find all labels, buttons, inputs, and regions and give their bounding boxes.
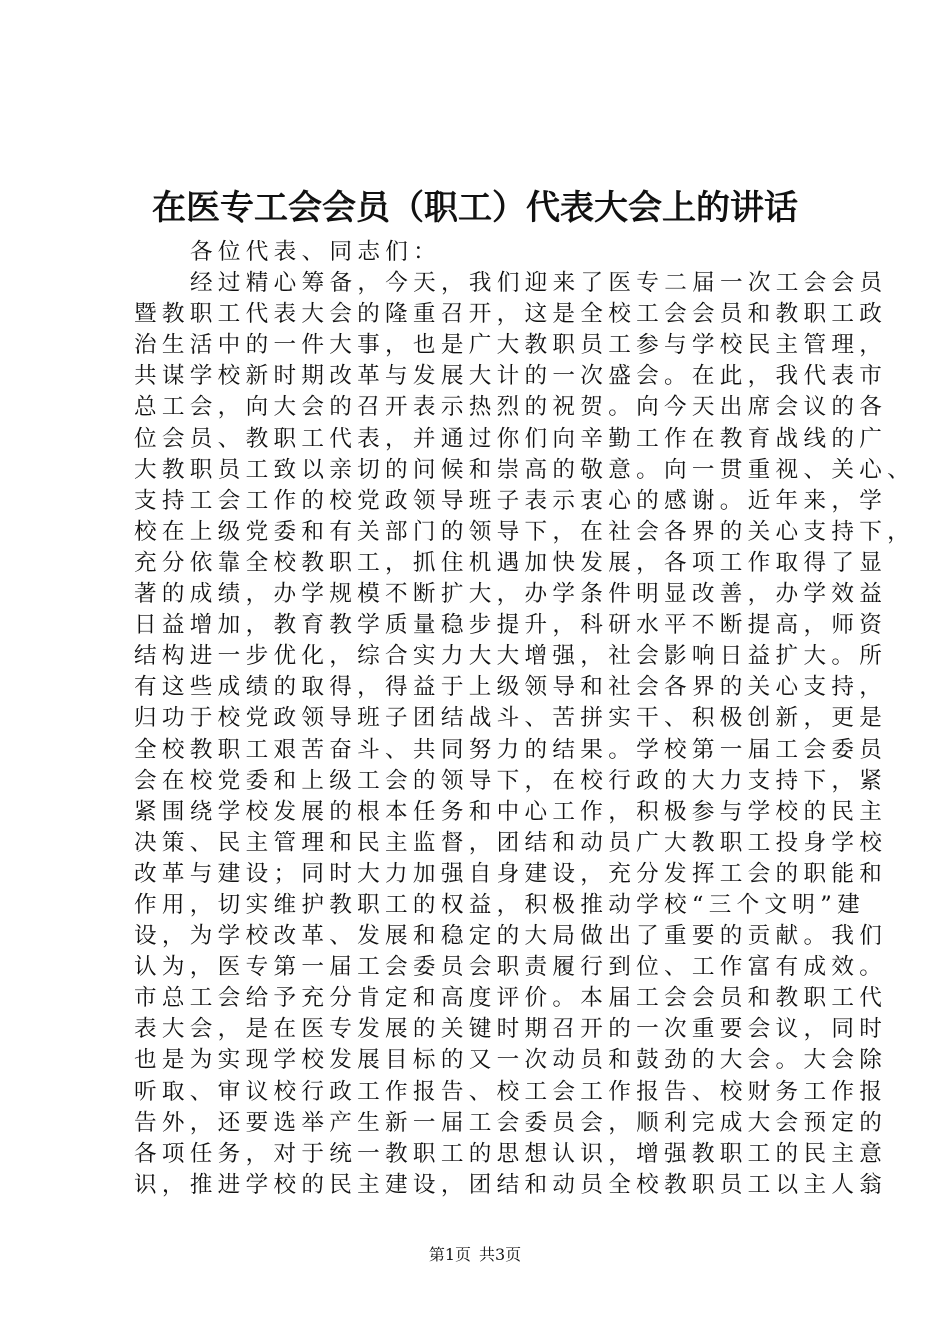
document-title: 在医专工会会员（职工）代表大会上的讲话 <box>152 188 798 228</box>
paragraph-line: 听取、审议校行政工作报告、校工会工作报告、校财务工作报 <box>134 1078 888 1105</box>
paragraph-line: 全校教职工艰苦奋斗、共同努力的结果。学校第一届工会委员 <box>134 736 888 763</box>
paragraph-line: 改革与建设；同时大力加强自身建设，充分发挥工会的职能和 <box>134 860 888 887</box>
paragraph-line: 位会员、教职工代表，并通过你们向辛勤工作在教育战线的广 <box>134 425 888 452</box>
page-total: 共3页 <box>479 1245 522 1264</box>
paragraph-line: 作用，切实维护教职工的权益，积极推动学校“三个文明”建 <box>134 891 866 918</box>
paragraph-line: 总工会，向大会的召开表示热烈的祝贺。向今天出席会议的各 <box>134 394 888 421</box>
paragraph-line: 也是为实现学校发展目标的又一次动员和鼓劲的大会。大会除 <box>134 1047 888 1074</box>
page-footer <box>0 1244 950 1266</box>
paragraph-line: 治生活中的一件大事，也是广大教职员工参与学校民主管理， <box>134 332 888 359</box>
paragraph-line: 支持工会工作的校党政领导班子表示衷心的感谢。近年来，学 <box>134 487 888 514</box>
paragraph-line: 各项任务，对于统一教职工的思想认识，增强教职工的民主意 <box>134 1140 888 1167</box>
document-body <box>134 237 916 1201</box>
paragraph-line: 充分依靠全校教职工，抓住机遇加快发展，各项工作取得了显 <box>134 549 888 576</box>
greeting-line: 各位代表、同志们： <box>190 239 442 265</box>
paragraph-line: 识，推进学校的民主建设，团结和动员全校教职员工以主人翁 <box>134 1171 888 1198</box>
paragraph-line: 设，为学校改革、发展和稳定的大局做出了重要的贡献。我们 <box>134 923 888 950</box>
paragraph-line: 校在上级党委和有关部门的领导下，在社会各界的关心支持下， <box>134 518 916 545</box>
paragraph-line: 共谋学校新时期改革与发展大计的一次盛会。在此，我代表市 <box>134 363 888 390</box>
page-number: 第1页 <box>428 1245 471 1264</box>
paragraph-line: 会在校党委和上级工会的领导下，在校行政的大力支持下，紧 <box>134 767 888 794</box>
paragraph-line: 认为，医专第一届工会委员会职责履行到位、工作富有成效。 <box>134 954 888 981</box>
paragraph-line: 著的成绩，办学规模不断扩大，办学条件明显改善，办学效益 <box>134 581 888 608</box>
paragraph-line: 结构进一步优化，综合实力大大增强，社会影响日益扩大。所 <box>134 643 888 670</box>
paragraph-line: 经过精心筹备，今天，我们迎来了医专二届一次工会会员 <box>190 270 888 297</box>
paragraph-line: 有这些成绩的取得，得益于上级领导和社会各界的关心支持， <box>134 674 888 701</box>
paragraph-line: 大教职员工致以亲切的问候和崇高的敬意。向一贯重视、关心、 <box>134 456 916 483</box>
paragraph-line: 紧围绕学校发展的根本任务和中心工作，积极参与学校的民主 <box>134 798 888 825</box>
paragraph-line: 表大会，是在医专发展的关键时期召开的一次重要会议，同时 <box>134 1016 888 1043</box>
paragraph-line: 暨教职工代表大会的隆重召开，这是全校工会会员和教职工政 <box>134 301 888 328</box>
paragraph-line: 日益增加，教育教学质量稳步提升，科研水平不断提高，师资 <box>134 612 888 639</box>
paragraph-line: 市总工会给予充分肯定和高度评价。本届工会会员和教职工代 <box>134 985 888 1012</box>
paragraph-line: 决策、民主管理和民主监督，团结和动员广大教职工投身学校 <box>134 829 888 856</box>
paragraph-line: 归功于校党政领导班子团结战斗、苦拼实干、积极创新，更是 <box>134 705 888 732</box>
paragraph-line: 告外，还要选举产生新一届工会委员会，顺利完成大会预定的 <box>134 1109 888 1136</box>
